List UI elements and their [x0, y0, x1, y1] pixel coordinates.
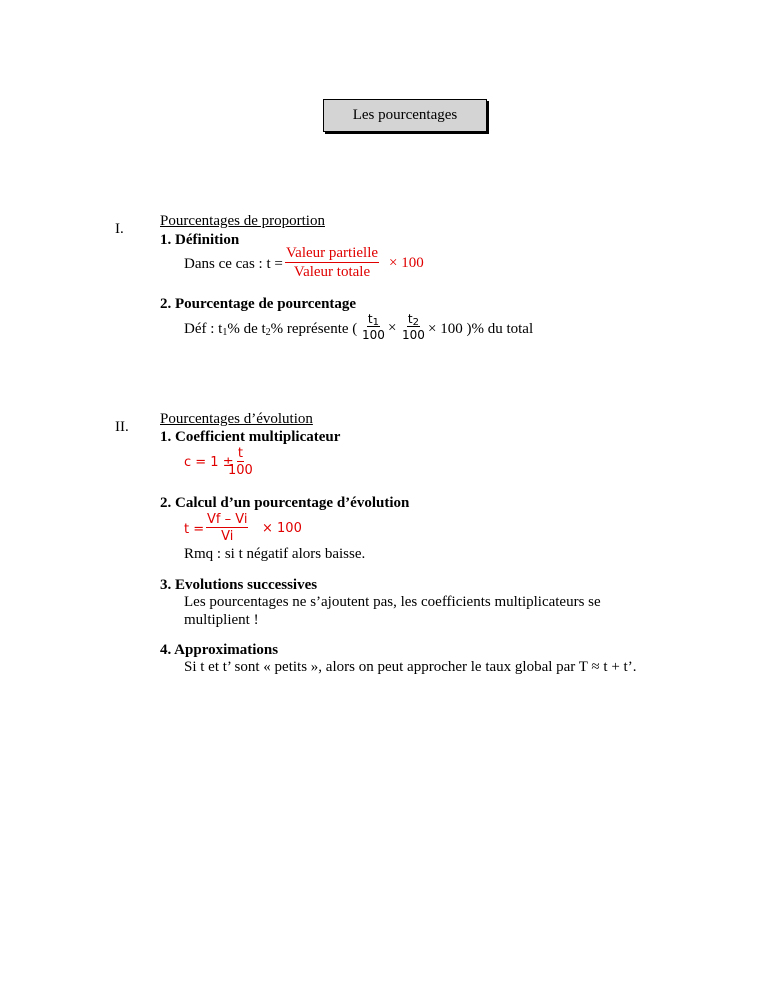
evolutions-line-1: Les pourcentages ne s’ajoutent pas, les coefficients multiplicateurs se	[184, 594, 601, 610]
subsection-calcul-label: 2. Calcul d’un pourcentage d’évolution	[160, 495, 410, 511]
subsection-coefficient-label: 1. Coefficient multiplicateur	[160, 429, 341, 445]
pourcentage-def-a: Déf : t	[184, 321, 223, 337]
pourcentage-tail: × 100 )% du total	[428, 321, 534, 337]
subsection-approximations-label: 4. Approximations	[160, 642, 279, 658]
subsection-definition-label: 1. Définition	[160, 232, 240, 248]
pourcentage-times: ×	[388, 320, 397, 336]
coefficient-fraction-numerator: t	[237, 446, 243, 461]
pourcentage-fraction-1	[362, 313, 385, 341]
definition-fraction-denominator: Valeur totale	[293, 264, 371, 280]
calcul-lead: t =	[184, 522, 205, 537]
pourcentage-fraction-1-denominator: 100	[362, 328, 385, 342]
pourcentage-fraction-1-numerator: $t_1$	[367, 312, 379, 328]
definition-fraction	[285, 246, 379, 280]
definition-lead: Dans ce cas : t =	[184, 256, 283, 272]
pourcentage-fraction-2-numerator: $t_2$	[407, 312, 419, 328]
pourcentage-fraction-2-denominator: 100	[402, 328, 425, 342]
definition-times-100: × 100	[389, 255, 424, 271]
subsection-evolutions-label: 3. Evolutions successives	[160, 577, 318, 593]
coefficient-fraction	[228, 447, 253, 477]
coefficient-fraction-denominator: 100	[228, 463, 253, 478]
evolutions-line-2: multiplient !	[184, 612, 259, 628]
page-title	[323, 99, 487, 132]
calcul-times-100: × 100	[262, 521, 302, 536]
section-1-numeral: I.	[115, 221, 124, 237]
approximations-line-1: Si t et t’ sont « petits », alors on peut approcher le taux global par T ≈ t + t’.	[184, 659, 637, 675]
subsection-pourcentage-label: 2. Pourcentage de pourcentage	[160, 296, 357, 312]
section-1-heading: Pourcentages de proportion	[160, 213, 325, 229]
coefficient-lead: c = 1 ±	[184, 455, 234, 470]
section-2-numeral: II.	[115, 419, 129, 435]
pourcentage-fraction-2	[402, 313, 425, 341]
pourcentage-def-sub2: 2	[265, 327, 271, 338]
pourcentage-def-sub1: 1	[222, 327, 228, 338]
pourcentage-def-b: % de t	[227, 321, 266, 337]
calcul-fraction	[206, 513, 248, 543]
pourcentage-definition	[184, 322, 357, 337]
calcul-remark: Rmq : si t négatif alors baisse.	[184, 546, 366, 562]
page-title-text: Les pourcentages	[352, 107, 458, 123]
calcul-fraction-numerator: Vf – Vi	[207, 512, 248, 527]
section-2-heading: Pourcentages d’évolution	[160, 411, 313, 427]
calcul-fraction-denominator: Vi	[221, 529, 234, 544]
definition-fraction-numerator: Valeur partielle	[286, 245, 379, 261]
pourcentage-def-c: % représente (	[270, 321, 358, 337]
